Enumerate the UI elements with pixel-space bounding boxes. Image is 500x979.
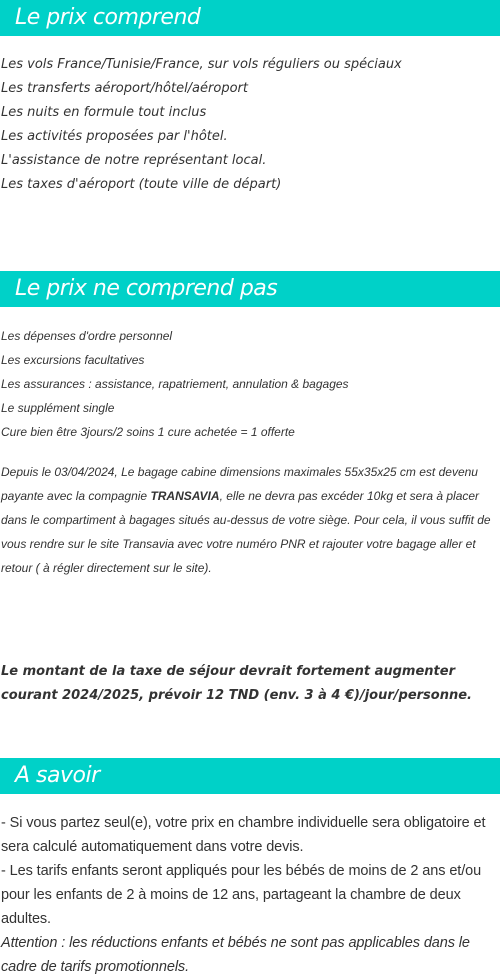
- section-title-prix-comprend: Le prix comprend: [0, 0, 500, 36]
- tax-note: Le montant de la taxe de séjour devrait fortement augmenter courant 2024/2025, prévoir 12 TND (env. 3 à 4 €)/jour/personne.: [1, 664, 472, 703]
- list-item: Cure bien être 3jours/2 soins 1 cure achetée = 1 offerte: [1, 425, 295, 439]
- included-list: [1, 53, 402, 197]
- baggage-text-end: , elle ne devra pas excéder 10kg et sera à placer dans le compartiment à bagages situés au-dessus de votre siège. Pour cela, il vous suffit de vous rendre sur le site Transavia avec votre numéro PNR et rajouter votre bagage aller et retour ( à régler directement sur le site).: [1, 489, 491, 575]
- list-item: Les excursions facultatives: [1, 353, 145, 367]
- single-traveler-note: - Si vous partez seul(e), votre prix en chambre individuelle sera obligatoire et sera calculé automatiquement dans votre devis.: [1, 815, 486, 855]
- list-item: Le supplément single: [1, 401, 115, 415]
- a-savoir-content: [1, 811, 500, 979]
- list-item: Les activités proposées par l'hôtel.: [1, 129, 228, 144]
- section-title-a-savoir: A savoir: [0, 758, 500, 794]
- promo-warning: Attention : les réductions enfants et bébés ne sont pas applicables dans le cadre de tarifs promotionnels.: [1, 935, 470, 975]
- airline-name: TRANSAVIA: [150, 489, 220, 503]
- list-item: L'assistance de notre représentant local.: [1, 153, 267, 168]
- excluded-list: [1, 324, 349, 444]
- list-item: Les taxes d'aéroport (toute ville de départ): [1, 177, 282, 192]
- baggage-paragraph: [1, 460, 497, 580]
- baggage-text-start: Depuis le 03/04/2024, Le bagage cabine dimensions maximales 55x35x25 cm est devenu payante avec la compagnie: [1, 465, 478, 503]
- child-rates-note: - Les tarifs enfants seront appliqués pour les bébés de moins de 2 ans et/ou pour les enfants de 2 à moins de 12 ans, partageant la chambre de deux adultes.: [1, 863, 482, 927]
- section-title-prix-ne-comprend-pas: Le prix ne comprend pas: [0, 271, 500, 307]
- list-item: Les assurances : assistance, rapatriement, annulation & bagages: [1, 377, 349, 391]
- list-item: Les nuits en formule tout inclus: [1, 105, 207, 120]
- list-item: Les dépenses d'ordre personnel: [1, 329, 173, 343]
- list-item: Les transferts aéroport/hôtel/aéroport: [1, 81, 248, 96]
- list-item: Les vols France/Tunisie/France, sur vols réguliers ou spéciaux: [1, 57, 402, 72]
